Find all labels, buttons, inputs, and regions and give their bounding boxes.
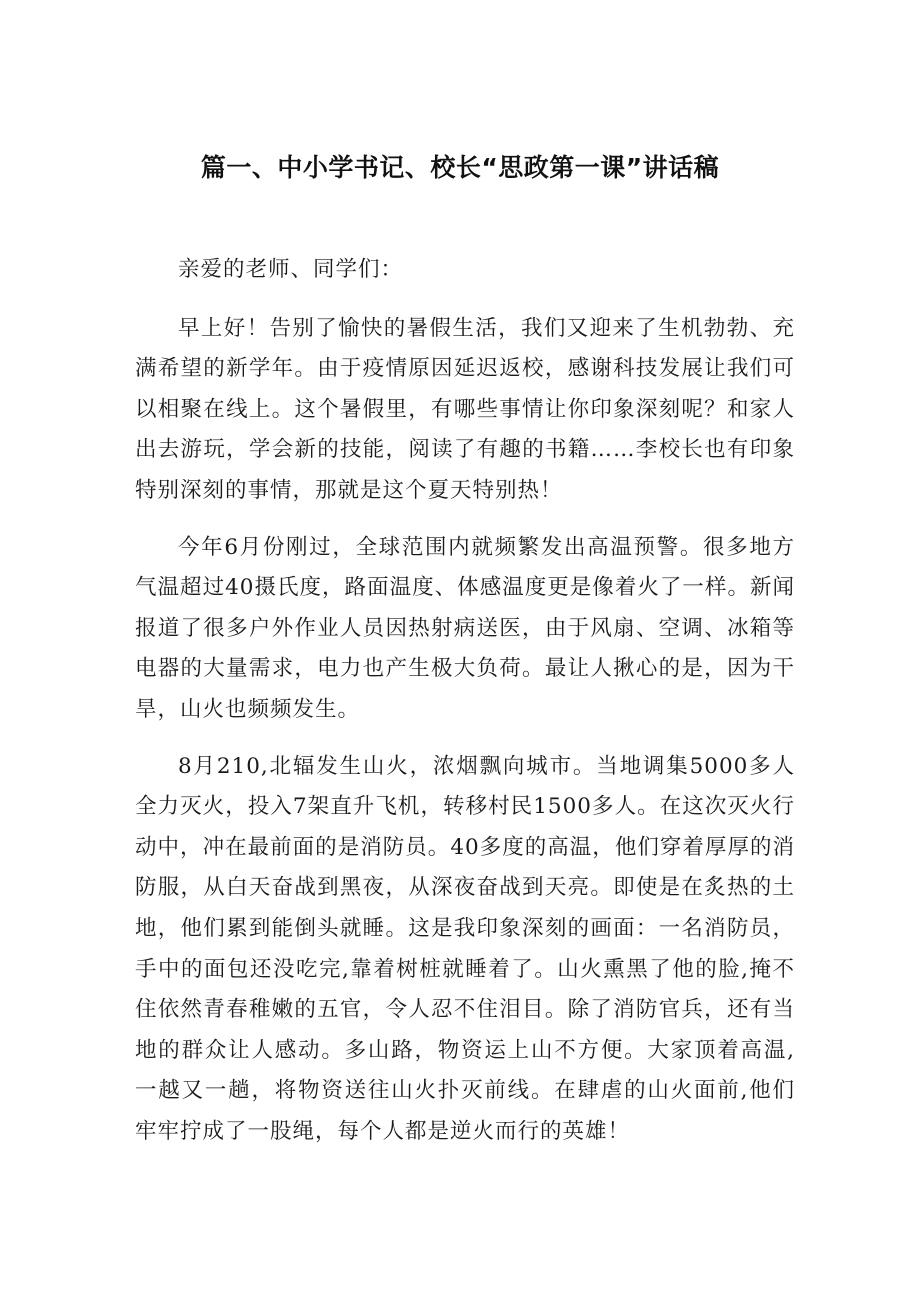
paragraph-heatwave: 今年6月份刚过，全球范围内就频繁发出高温预警。很多地方气温超过40摄氏度，路面温度、体感温度更是像着火了一样。新闻报道了很多户外作业人员因热射病送医，由于风扇、空调、冰箱等电器的大量需求，电力也产生极大负荷。最让人揪心的是，因为干旱，山火也频频发生。 xyxy=(135,534,795,722)
document-body xyxy=(135,250,795,1152)
salutation: 亲爱的老师、同学们： xyxy=(178,257,404,282)
document-title: 篇一、中小学书记、校长“思政第一课”讲话稿 xyxy=(200,153,720,182)
paragraph-greeting: 早上好！告别了愉快的暑假生活，我们又迎来了生机勃勃、充满希望的新学年。由于疫情原因延迟返校，感谢科技发展让我们可以相聚在线上。这个暑假里，有哪些事情让你印象深刻呢？和家人出去游玩，学会新的技能，阅读了有趣的书籍……李校长也有印象特别深刻的事情，那就是这个夏天特别热！ xyxy=(135,315,795,503)
paragraph-wildfire: 8月210,北辐发生山火，浓烟飘向城市。当地调集5000多人全力灭火，投入7架直升飞机，转移村民1500多人。在这次灭火行动中，冲在最前面的是消防员。40多度的高温，他们穿着厚厚的消防服，从白天奋战到黑夜，从深夜奋战到天亮。即使是在炙热的土地，他们累到能倒头就睡。这是我印象深刻的画面：一名消防员，手中的面包还没吃完,靠着树桩就睡着了。山火熏黑了他的脸,掩不住依然青春稚嫩的五官，令人忍不住泪目。除了消防官兵，还有当地的群众让人感动。多山路，物资运上山不方便。大家顶着高温,一越又一趟，将物资送往山火扑灭前线。在肆虐的山火面前,他们牢牢拧成了一股绳，每个人都是逆火而行的英雄！ xyxy=(135,753,795,1144)
